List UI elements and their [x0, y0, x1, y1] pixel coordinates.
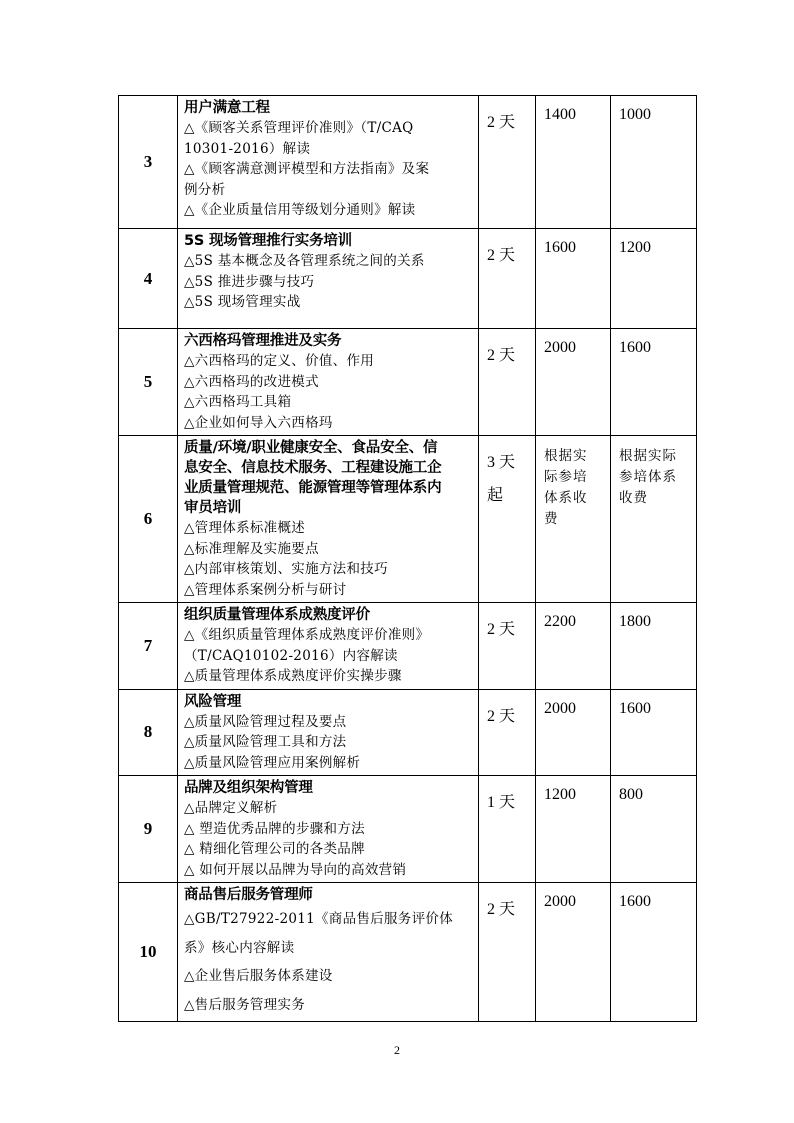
- fee-line: 根据实: [544, 448, 588, 464]
- course-content: [178, 96, 479, 229]
- course-line: △管理体系标准概述: [184, 520, 306, 536]
- course-line: △企业售后服务体系建设: [184, 968, 333, 984]
- fee-line: 参培体系: [619, 469, 677, 485]
- course-line: △《组织质量管理体系成熟度评价准则》: [184, 627, 430, 643]
- course-duration: 2 天: [479, 329, 536, 436]
- course-line: 系》核心内容解读: [184, 939, 295, 956]
- course-line: △六西格玛的改进模式: [184, 373, 319, 390]
- course-line: △ 精细化管理公司的各类品牌: [184, 841, 365, 857]
- course-duration: 2 天: [479, 883, 536, 1022]
- fee-line: 际参培: [544, 469, 588, 485]
- course-duration: 2 天: [479, 96, 536, 229]
- course-duration: 1 天: [479, 776, 536, 883]
- course-line: △质量风险管理应用案例解析: [184, 754, 361, 771]
- course-title: 风险管理: [184, 693, 242, 710]
- course-fee-member: [611, 436, 697, 603]
- course-title-line: 审员培训: [184, 500, 242, 516]
- course-title-line: 息安全、信息技术服务、工程建设施工企: [184, 460, 442, 476]
- table-row: [119, 329, 697, 436]
- course-line: △质量风险管理过程及要点: [184, 713, 347, 730]
- course-line: △质量风险管理工具和方法: [184, 734, 347, 750]
- fee-line: 体系收: [544, 490, 588, 506]
- course-line: △GB/T27922-2011《商品售后服务评价体: [184, 911, 454, 927]
- course-fee-standard: 2000: [536, 883, 611, 1022]
- course-line: △《顾客满意测评模型和方法指南》及案: [184, 161, 430, 177]
- course-duration: 2 天: [479, 689, 536, 776]
- fee-line: 根据实际: [619, 448, 677, 464]
- course-line: △ 塑造优秀品牌的步骤和方法: [184, 820, 365, 837]
- course-title-line: 业质量管理规范、能源管理等管理体系内: [184, 480, 442, 496]
- table-row: [119, 96, 697, 229]
- course-line: △5S 现场管理实战: [184, 294, 301, 310]
- row-number: 5: [119, 329, 178, 436]
- course-content: [178, 229, 479, 329]
- course-line: △六西格玛的定义、价值、作用: [184, 353, 375, 369]
- course-line: △管理体系案例分析与研讨: [184, 581, 347, 598]
- row-number: 3: [119, 96, 178, 229]
- course-duration: 2 天: [479, 229, 536, 329]
- course-fee-standard: 2000: [536, 689, 611, 776]
- course-line: △企业如何导入六西格玛: [184, 414, 333, 431]
- course-line: △质量管理体系成熟度评价实操步骤: [184, 668, 402, 684]
- table-row: [119, 689, 697, 776]
- course-fee-standard: 1400: [536, 96, 611, 229]
- row-number: 7: [119, 603, 178, 690]
- row-number: 8: [119, 689, 178, 776]
- course-title-line: 质量/环境/职业健康安全、食品安全、信: [184, 440, 438, 456]
- course-line: △内部审核策划、实施方法和技巧: [184, 561, 388, 577]
- course-content: [178, 883, 479, 1022]
- course-fee-member: 1200: [611, 229, 697, 329]
- course-title: 六西格玛管理推进及实务: [184, 333, 342, 349]
- course-line: △售后服务管理实务: [184, 996, 306, 1013]
- table-row: [119, 603, 697, 690]
- course-title: 商品售后服务管理师: [184, 887, 313, 903]
- course-line: △《顾客关系管理评价准则》（T/CAQ: [184, 120, 414, 136]
- course-fee-member: 1600: [611, 329, 697, 436]
- course-title: 品牌及组织架构管理: [184, 780, 313, 796]
- duration-line: 起: [487, 487, 504, 504]
- course-fee-member: 1000: [611, 96, 697, 229]
- fee-line: 收费: [619, 490, 648, 506]
- course-table: [118, 95, 697, 1022]
- course-title: 5S 现场管理推行实务培训: [184, 233, 352, 249]
- fee-line: 费: [544, 511, 559, 527]
- course-content: [178, 689, 479, 776]
- course-content: [178, 329, 479, 436]
- course-fee-standard: 2000: [536, 329, 611, 436]
- course-fee-standard: 1200: [536, 776, 611, 883]
- course-line: △5S 基本概念及各管理系统之间的关系: [184, 253, 425, 269]
- course-line: △ 如何开展以品牌为导向的高效营销: [184, 861, 407, 878]
- course-line: △六西格玛工具箱: [184, 394, 292, 410]
- course-duration: 2 天: [479, 603, 536, 690]
- row-number: 6: [119, 436, 178, 603]
- course-fee-standard: [536, 436, 611, 603]
- duration-line: 3 天: [487, 454, 516, 471]
- course-fee-member: 1600: [611, 883, 697, 1022]
- course-fee-standard: 1600: [536, 229, 611, 329]
- course-line: △品牌定义解析: [184, 800, 278, 816]
- row-number: 10: [119, 883, 178, 1022]
- course-duration: [479, 436, 536, 603]
- course-line: 例分析: [184, 181, 226, 198]
- course-line: △《企业质量信用等级划分通则》解读: [184, 202, 416, 218]
- table-row: [119, 883, 697, 1022]
- course-fee-member: 1800: [611, 603, 697, 690]
- row-number: 4: [119, 229, 178, 329]
- course-content: [178, 776, 479, 883]
- course-fee-standard: 2200: [536, 603, 611, 690]
- course-line: △标准理解及实施要点: [184, 540, 319, 557]
- table-row: [119, 776, 697, 883]
- course-title: 用户满意工程: [184, 100, 270, 116]
- course-line: △5S 推进步骤与技巧: [184, 273, 315, 290]
- course-line: （T/CAQ10102-2016）内容解读: [184, 647, 398, 664]
- table-row: [119, 229, 697, 329]
- course-fee-member: 800: [611, 776, 697, 883]
- page-number: 2: [394, 1043, 400, 1057]
- course-title: 组织质量管理体系成熟度评价: [184, 607, 370, 623]
- course-line: 10301-2016）解读: [184, 140, 311, 157]
- course-content: [178, 603, 479, 690]
- row-number: 9: [119, 776, 178, 883]
- table-row: [119, 436, 697, 603]
- course-content: [178, 436, 479, 603]
- course-fee-member: 1600: [611, 689, 697, 776]
